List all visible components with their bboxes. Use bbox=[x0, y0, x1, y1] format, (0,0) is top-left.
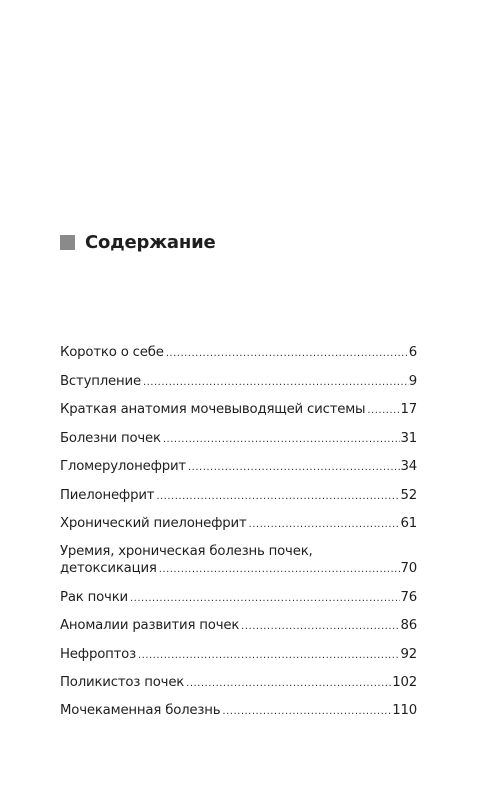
toc-entry-page: 17 bbox=[400, 402, 417, 417]
toc-entry-page: 92 bbox=[400, 647, 417, 662]
toc-entry-title: Пиелонефрит bbox=[60, 488, 155, 503]
toc-entry bbox=[60, 515, 417, 533]
toc-entry-page: 70 bbox=[400, 561, 417, 576]
toc-entry-page: 9 bbox=[408, 374, 417, 389]
toc-entry-title: Коротко о себе bbox=[60, 345, 164, 360]
toc-entry bbox=[60, 702, 417, 720]
toc-entry bbox=[60, 674, 417, 692]
dot-leader bbox=[136, 647, 401, 664]
dot-leader bbox=[186, 459, 400, 476]
dot-leader bbox=[239, 618, 400, 635]
dot-leader bbox=[141, 374, 409, 391]
toc-entry-title: Рак почки bbox=[60, 590, 128, 605]
toc-entry-title: Нефроптоз bbox=[60, 647, 136, 662]
toc-entry-page: 76 bbox=[400, 590, 417, 605]
toc-entry bbox=[60, 458, 417, 476]
toc-entry bbox=[60, 543, 417, 578]
toc-entry-page: 52 bbox=[400, 488, 417, 503]
dot-leader bbox=[247, 516, 401, 533]
dot-leader bbox=[220, 703, 392, 720]
toc-entry-title: Болезни почек bbox=[60, 431, 161, 446]
toc-entry-title: Поликистоз почек bbox=[60, 675, 185, 690]
toc-entry bbox=[60, 646, 417, 664]
dot-leader bbox=[157, 561, 401, 578]
heading-square-icon bbox=[60, 235, 75, 250]
dot-leader bbox=[365, 402, 400, 419]
toc-entry-page: 86 bbox=[400, 618, 417, 633]
toc-entry bbox=[60, 344, 417, 362]
toc-entry-title: детоксикация bbox=[60, 561, 157, 576]
toc-entry bbox=[60, 373, 417, 391]
toc-entry-page: 6 bbox=[408, 345, 417, 360]
dot-leader bbox=[128, 590, 400, 607]
toc-entry-page: 34 bbox=[400, 459, 417, 474]
toc-heading bbox=[60, 229, 216, 255]
toc-entry bbox=[60, 617, 417, 635]
dot-leader bbox=[161, 431, 401, 448]
toc-entry-title-line1: Уремия, хроническая болезнь почек, bbox=[60, 544, 313, 559]
toc-entry bbox=[60, 401, 417, 419]
toc-entry-title: Мочекаменная болезнь bbox=[60, 703, 221, 718]
toc-entry-page: 102 bbox=[392, 675, 417, 690]
toc-entry bbox=[60, 589, 417, 607]
toc-entry-page: 31 bbox=[400, 431, 417, 446]
dot-leader bbox=[154, 488, 400, 505]
dot-leader bbox=[164, 345, 409, 362]
toc-entry bbox=[60, 487, 417, 505]
toc-entry-title: Гломерулонефрит bbox=[60, 459, 186, 474]
toc-entry-title: Вступление bbox=[60, 374, 141, 389]
toc-entry-page: 110 bbox=[392, 703, 417, 718]
toc-entry-title: Аномалии развития почек bbox=[60, 618, 240, 633]
toc-entry-title: Краткая анатомия мочевыводящей системы bbox=[60, 402, 366, 417]
page-title: Содержание bbox=[85, 231, 216, 253]
toc-entry-title: Хронический пиелонефрит bbox=[60, 516, 247, 531]
dot-leader bbox=[184, 675, 392, 692]
toc-entry bbox=[60, 430, 417, 448]
toc-entry-page: 61 bbox=[400, 516, 417, 531]
